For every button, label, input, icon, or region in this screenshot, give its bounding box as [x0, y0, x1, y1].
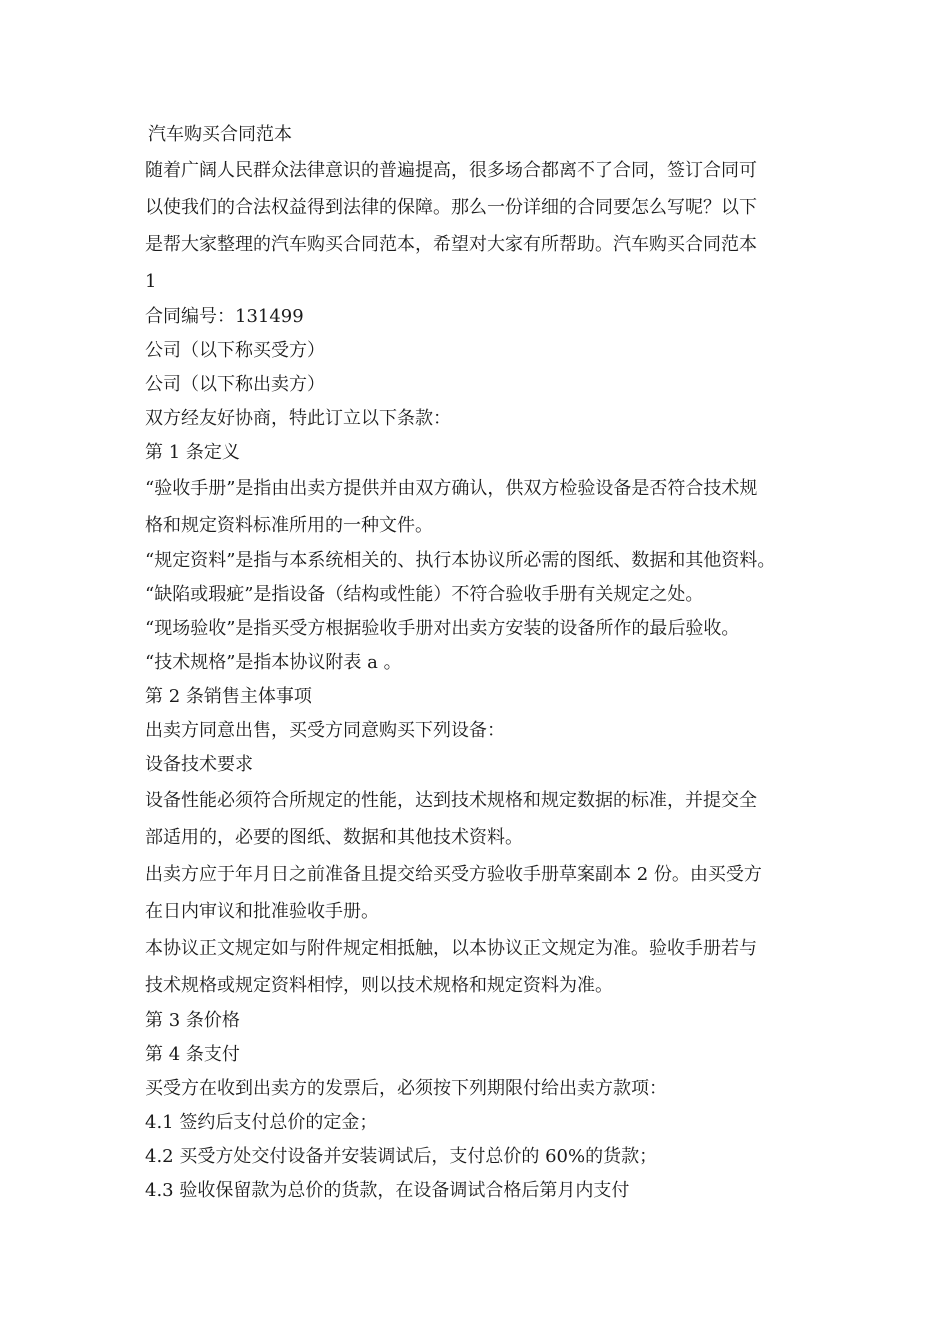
paragraph-line: “缺陷或瑕疵”是指设备（结构或性能）不符合验收手册有关规定之处。	[145, 584, 704, 605]
article-2-heading: 第 2 条销售主体事项	[145, 686, 312, 707]
paragraph-line: 出卖方应于年月日之前准备且提交给买受方验收手册草案副本 2 份。由买受方	[145, 864, 762, 885]
paragraph-line: “规定资料”是指与本系统相关的、执行本协议所必需的图纸、数据和其他资料。	[145, 550, 776, 571]
buyer-party: 公司（以下称买受方）	[145, 340, 325, 361]
paragraph-line: 技术规格或规定资料相悖，则以技术规格和规定资料为准。	[145, 975, 613, 996]
payment-clause-4-3: 4.3 验收保留款为总价的货款，在设备调试合格后第月内支付	[145, 1180, 630, 1201]
paragraph-line: 买受方在收到出卖方的发票后，必须按下列期限付给出卖方款项：	[145, 1078, 667, 1099]
paragraph-line: “现场验收”是指买受方根据验收手册对出卖方安装的设备所作的最后验收。	[145, 618, 740, 639]
paragraph-line: 设备性能必须符合所规定的性能，达到技术规格和规定数据的标准，并提交全	[145, 790, 757, 811]
paragraph-line: “验收手册”是指由出卖方提供并由双方确认，供双方检验设备是否符合技术规	[145, 478, 758, 499]
paragraph-line: 部适用的，必要的图纸、数据和其他技术资料。	[145, 827, 523, 848]
paragraph-line: 格和规定资料标准所用的一种文件。	[145, 515, 433, 536]
article-3-heading: 第 3 条价格	[145, 1010, 240, 1031]
paragraph-line: “技术规格”是指本协议附表 a 。	[145, 652, 402, 673]
article-1-heading: 第 1 条定义	[145, 442, 240, 463]
document-title: 汽车购买合同范本	[148, 124, 292, 145]
payment-clause-4-1: 4.1 签约后支付总价的定金；	[145, 1112, 378, 1133]
intro-line-2: 以使我们的合法权益得到法律的保障。那么一份详细的合同要怎么写呢？以下	[145, 197, 757, 218]
article-4-heading: 第 4 条支付	[145, 1044, 240, 1065]
paragraph-line: 出卖方同意出售，买受方同意购买下列设备：	[145, 720, 505, 741]
contract-number: 合同编号：131499	[145, 306, 304, 327]
intro-line-4: 1	[145, 271, 157, 292]
paragraph-line: 本协议正文规定如与附件规定相抵触，以本协议正文规定为准。验收手册若与	[145, 938, 757, 959]
section-heading: 设备技术要求	[145, 754, 253, 775]
paragraph-line: 在日内审议和批准验收手册。	[145, 901, 379, 922]
agreement-preamble: 双方经友好协商，特此订立以下条款：	[145, 408, 451, 429]
intro-line-3: 是帮大家整理的汽车购买合同范本，希望对大家有所帮助。汽车购买合同范本	[145, 234, 757, 255]
seller-party: 公司（以下称出卖方）	[145, 374, 325, 395]
payment-clause-4-2: 4.2 买受方处交付设备并安装调试后，支付总价的 60%的货款；	[145, 1146, 658, 1167]
intro-line-1: 随着广阔人民群众法律意识的普遍提高，很多场合都离不了合同，签订合同可	[145, 160, 757, 181]
document-body	[145, 118, 825, 1208]
